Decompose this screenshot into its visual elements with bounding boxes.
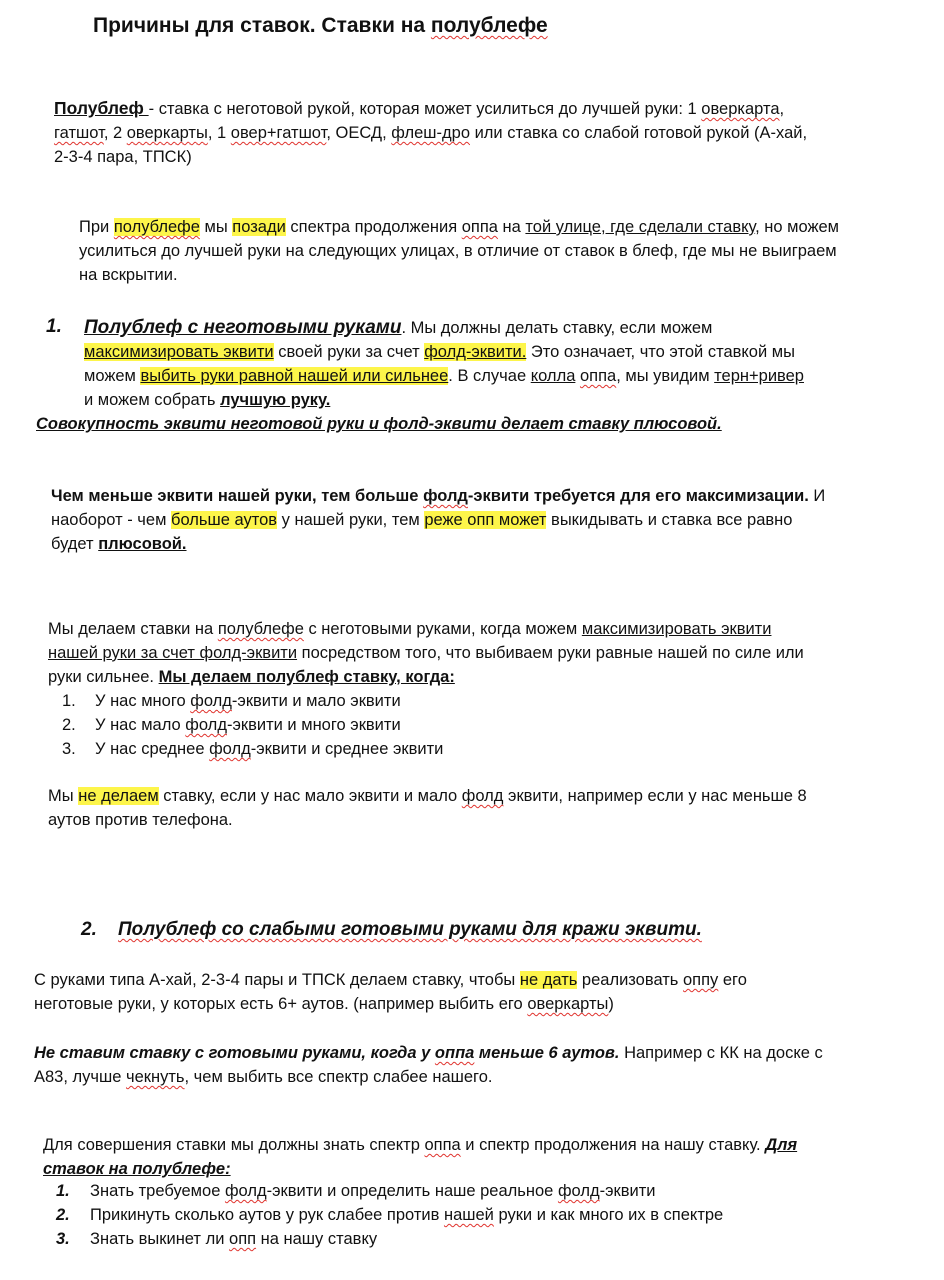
equity-paragraph: Чем меньше эквити нашей руки, тем больше фолд-эквити требуется для его максимизации. И наоборот - чем больше аутов у нашей руки, тем реже опп может выкидывать и ставка все равно будет плюсовой. (51, 487, 826, 553)
no-bet-paragraph: Мы не делаем ставку, если у нас мало эквити и мало фолд эквити, например если у нас меньше 8 аутов против телефона. (48, 787, 807, 829)
intro-paragraph: При полублефе мы позади спектра продолжения оппа на той улице, где сделали ставку, но можем усилиться до лучшей руки на следующих улицах, в отличие от ставок в блеф, где мы не выиграем на вскрытии. (79, 218, 840, 284)
section-2-heading: Полублеф со слабыми готовыми руками для кражи эквити. (118, 919, 702, 940)
list-item: 3. Знать выкинет ли опп на нашу ставку (56, 1230, 378, 1248)
definition-paragraph: Полублеф - ставка с неготовой рукой, которая может усилиться до лучшей руки: 1 оверкарта, гатшот, 2 оверкарты, 1 овер+гатшот, ОЕСД, флеш-дро или ставка со слабой готовой рукой (А-хай, 2-3-4 пара, ТПСК) (54, 98, 808, 166)
list-item: 1. Знать требуемое фолд-эквити и определить наше реальное фолд-эквити (56, 1182, 656, 1200)
when-bet-paragraph: Мы делаем ставки на полублефе с неготовыми руками, когда можем максимизировать эквити нашей руки за счет фолд-эквити посредством того, что выбиваем руки равные нашей по силе или руки сильнее. Мы делаем полублеф ставку, когда: (48, 620, 804, 686)
list-item: 3. У нас среднее фолд-эквити и среднее эквити (62, 740, 444, 758)
when-bet-list (62, 689, 762, 761)
steal-equity-paragraph: С руками типа А-хай, 2-3-4 пары и ТПСК делаем ставку, чтобы не дать реализовать оппу его неготовые руки, у которых есть 6+ аутов. (например выбить его оверкарты) (34, 971, 747, 1013)
section-1-paragraph: Полублеф с неготовыми руками. Мы должны делать ставку, если можем максимизировать эквити своей руки за счет фолд-эквити. Это означает, что этой ставкой мы можем выбить руки равной нашей или сильнее. В случае колла оппа, мы увидим терн+ривер и можем собрать лучшую руку. (84, 317, 804, 409)
section-1-number: 1. (46, 316, 62, 337)
page-title: Причины для ставок. Ставки на полублефе (93, 14, 548, 37)
requirements-list (56, 1179, 916, 1251)
list-item: 2. У нас мало фолд-эквити и много эквити (62, 716, 401, 734)
no-made-hands-paragraph: Не ставим ставку с готовыми руками, когда у оппа меньше 6 аутов. Например с КК на доске с А83, лучше чекнуть, чем выбить все спектр слабее нашего. (34, 1044, 823, 1086)
list-item: 1. У нас много фолд-эквити и мало эквити (62, 692, 401, 710)
section-1-summary: Совокупность эквити неготовой руки и фолд-эквити делает ставку плюсовой. (36, 415, 722, 433)
list-item: 2. Прикинуть сколько аутов у рук слабее против нашей руки и как много их в спектре (56, 1206, 724, 1224)
section-1-heading: Полублеф с неготовыми руками (84, 317, 402, 338)
requirements-paragraph: Для совершения ставки мы должны знать спектр оппа и спектр продолжения на нашу ставку. Для ставок на полублефе: (43, 1136, 798, 1178)
section-2-number: 2. (81, 919, 97, 940)
definition-term: Полублеф (54, 98, 149, 118)
